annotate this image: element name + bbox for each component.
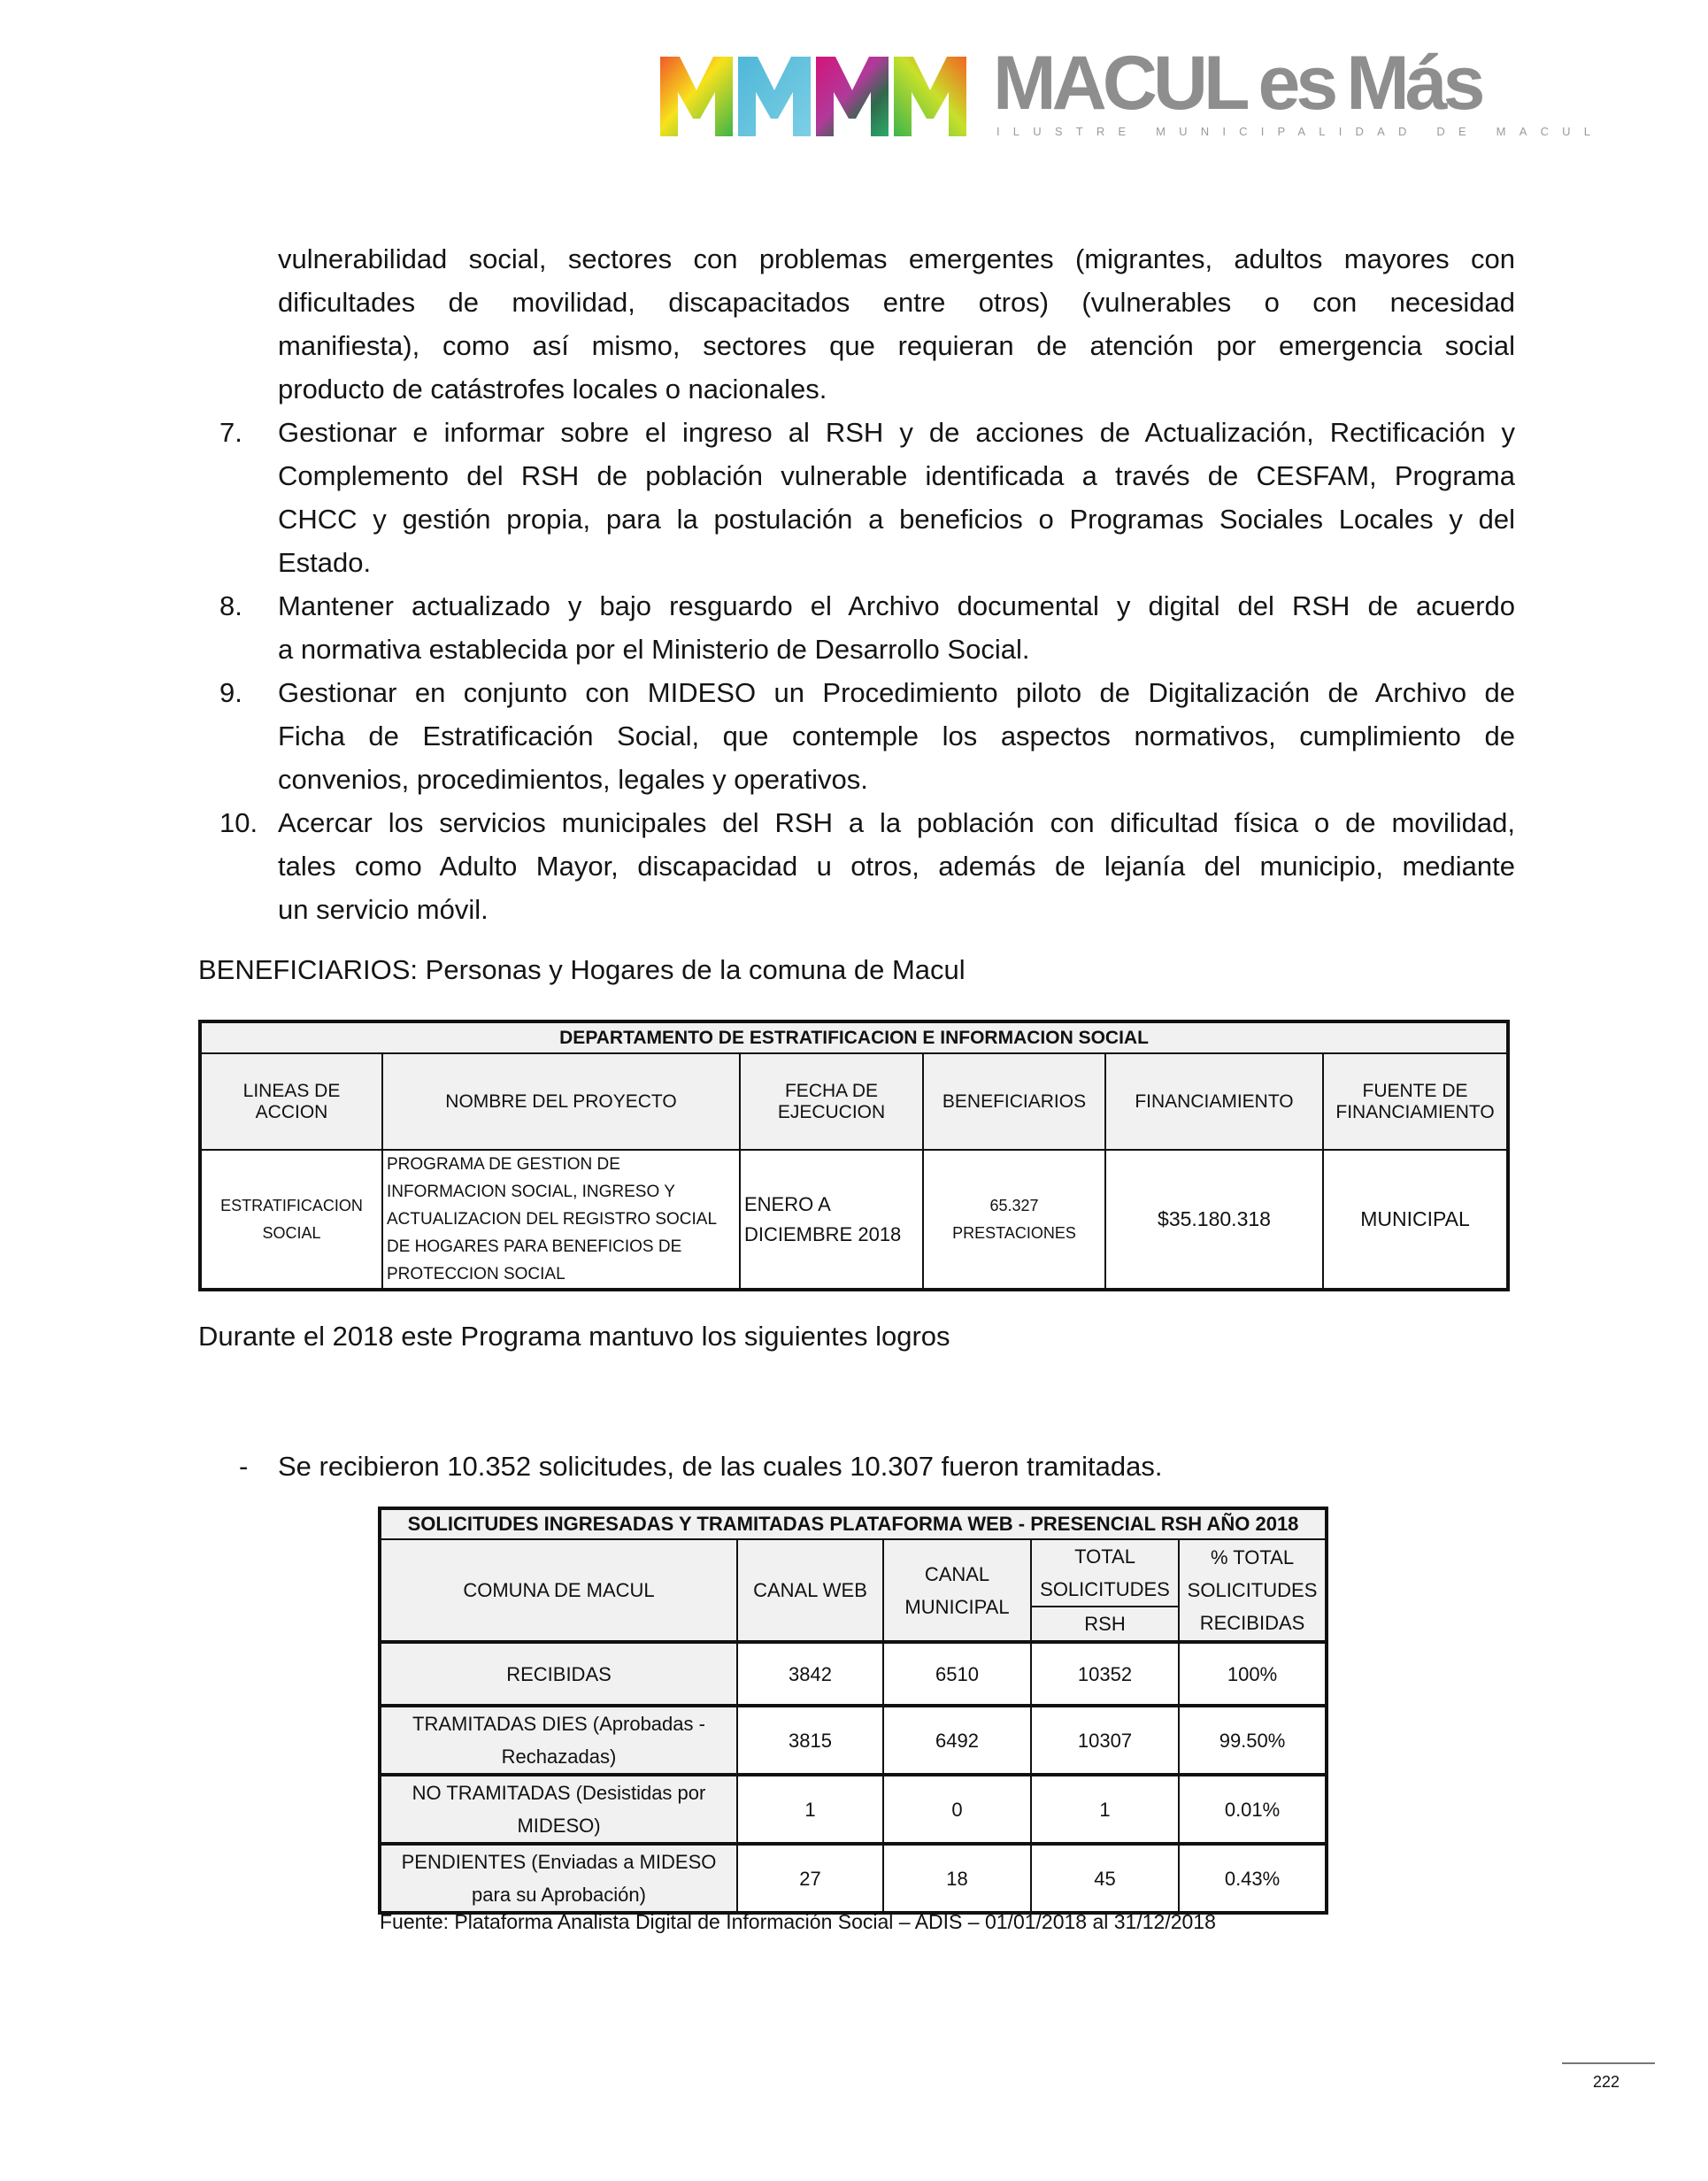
table-row — [200, 1150, 1508, 1290]
cell-pct: 0.43% — [1179, 1844, 1327, 1913]
header-lineas: LINEAS DE ACCION — [200, 1053, 382, 1150]
cell-nombre: PROGRAMA DE GESTION DE INFORMACION SOCIAL, INGRESO Y ACTUALIZACION DEL REGISTRO SOCIAL DE HOGARES PARA BENEFICIOS DE PROTECCION SOCIAL — [382, 1150, 740, 1290]
cell-lineas: ESTRATIFICACION SOCIAL — [200, 1150, 382, 1290]
header-beneficiarios: BENEFICIARIOS — [923, 1053, 1105, 1150]
wordmark-macul: MACUL — [993, 41, 1246, 126]
bullet-text: Se recibieron 10.352 solicitudes, de las cuales 10.307 fueron tramitadas. — [278, 1451, 1163, 1482]
logo-m-icon-4 — [894, 57, 966, 136]
list-item-text: Gestionar e informar sobre el ingreso al RSH y de acciones de Actualización, Rectificación y Complemento del RSH de población vulnerable identificada a través de CESFAM, Programa CHCC y gestión propia, para la postulación a beneficios o Programas Sociales Locales y del Estado. — [278, 417, 1515, 578]
header-canal-web: CANAL WEB — [737, 1539, 883, 1642]
logo-mmmm — [660, 57, 970, 136]
logo-m-icon-3 — [816, 57, 889, 136]
cell-municipal: 18 — [883, 1844, 1031, 1913]
cell-web: 3842 — [737, 1642, 883, 1706]
cell-web: 1 — [737, 1775, 883, 1844]
cell-web: 27 — [737, 1844, 883, 1913]
list-item-text: Gestionar en conjunto con MIDESO un Procedimiento piloto de Digitalización de Archivo de Ficha de Estratificación Social, que contemple los aspectos normativos, cumplimiento de convenios, procedimientos, legales y operativos. — [278, 677, 1515, 795]
logo-wordmark — [993, 41, 1489, 126]
logo-m-icon-2 — [738, 57, 811, 136]
header-nombre: NOMBRE DEL PROYECTO — [382, 1053, 740, 1150]
list-number: 10. — [219, 807, 258, 838]
table-solicitudes — [378, 1507, 1328, 1915]
header-fuente: FUENTE DE FINANCIAMIENTO — [1323, 1053, 1508, 1150]
table-row — [380, 1642, 1327, 1706]
list-number: 7. — [219, 417, 242, 448]
page-number: 222 — [1593, 2073, 1620, 2091]
cell-beneficiarios: 65.327 PRESTACIONES — [923, 1150, 1105, 1290]
footer-divider — [1562, 2062, 1655, 2064]
table-row — [380, 1775, 1327, 1844]
header-canal-municipal: CANAL MUNICIPAL — [883, 1539, 1031, 1642]
header-financiamiento: FINANCIAMIENTO — [1105, 1053, 1323, 1150]
table-header-row — [200, 1053, 1508, 1150]
row-label: TRAMITADAS DIES (Aprobadas - Rechazadas) — [380, 1706, 737, 1775]
cell-pct: 100% — [1179, 1642, 1327, 1706]
cell-fuente: MUNICIPAL — [1323, 1150, 1508, 1290]
row-label: PENDIENTES (Enviadas a MIDESO para su Aprobación) — [380, 1844, 737, 1913]
table-title: SOLICITUDES INGRESADAS Y TRAMITADAS PLATAFORMA WEB - PRESENCIAL RSH AÑO 2018 — [380, 1508, 1327, 1539]
logo-subtitle: ILUSTRE MUNICIPALIDAD DE MACUL — [996, 125, 1604, 138]
table-header-row — [380, 1539, 1327, 1607]
table-title: DEPARTAMENTO DE ESTRATIFICACION E INFORMACION SOCIAL — [200, 1021, 1508, 1053]
cell-total: 10352 — [1031, 1642, 1179, 1706]
cell-pct: 99.50% — [1179, 1706, 1327, 1775]
continuation-text: vulnerabilidad social, sectores con problemas emergentes (migrantes, adultos mayores con dificultades de movilidad, discapacitados entre otros) (vulnerables o con necesidad manifiesta), como así mismo, sectores que requieran de atención por emergencia social producto de catástrofes locales o nacionales. — [278, 243, 1515, 405]
list-item-text: Acercar los servicios municipales del RSH a la población con dificultad física o de movilidad, tales como Adulto Mayor, discapacidad u otros, además de lejanía del municipio, mediante un servicio móvil. — [278, 807, 1515, 925]
table-row — [380, 1844, 1327, 1913]
cell-pct: 0.01% — [1179, 1775, 1327, 1844]
source-note: Fuente: Plataforma Analista Digital de Información Social – ADIS – 01/01/2018 al 31/12/2018 — [380, 1910, 1216, 1933]
cell-total: 1 — [1031, 1775, 1179, 1844]
cell-municipal: 0 — [883, 1775, 1031, 1844]
cell-fecha: ENERO A DICIEMBRE 2018 — [740, 1150, 923, 1290]
list-number: 9. — [219, 677, 242, 708]
header-pct: % TOTAL SOLICITUDES RECIBIDAS — [1179, 1539, 1327, 1642]
table-row — [380, 1706, 1327, 1775]
cell-total: 45 — [1031, 1844, 1179, 1913]
wordmark-es: es — [1258, 41, 1335, 126]
wordmark-mas: Más — [1346, 41, 1481, 126]
table-departamento — [198, 1020, 1510, 1291]
cell-total: 10307 — [1031, 1706, 1179, 1775]
cell-web: 3815 — [737, 1706, 883, 1775]
header-total: TOTAL SOLICITUDES — [1031, 1539, 1179, 1607]
beneficiarios-text: BENEFICIARIOS: Personas y Hogares de la comuna de Macul — [198, 954, 966, 985]
cell-municipal: 6510 — [883, 1642, 1031, 1706]
logros-intro: Durante el 2018 este Programa mantuvo los siguientes logros — [198, 1321, 950, 1352]
header-fecha: FECHA DE EJECUCION — [740, 1053, 923, 1150]
header-comuna: COMUNA DE MACUL — [380, 1539, 737, 1642]
header-total-rsh: RSH — [1031, 1607, 1179, 1642]
cell-municipal: 6492 — [883, 1706, 1031, 1775]
row-label: NO TRAMITADAS (Desistidas por MIDESO) — [380, 1775, 737, 1844]
bullet-marker: - — [239, 1451, 249, 1482]
list-number: 8. — [219, 590, 242, 621]
list-item-text: Mantener actualizado y bajo resguardo el Archivo documental y digital del RSH de acuerdo a normativa establecida por el Ministerio de Desarrollo Social. — [278, 590, 1515, 665]
cell-financiamiento: $35.180.318 — [1105, 1150, 1323, 1290]
row-label: RECIBIDAS — [380, 1642, 737, 1706]
logo-m-icon-1 — [660, 57, 733, 136]
